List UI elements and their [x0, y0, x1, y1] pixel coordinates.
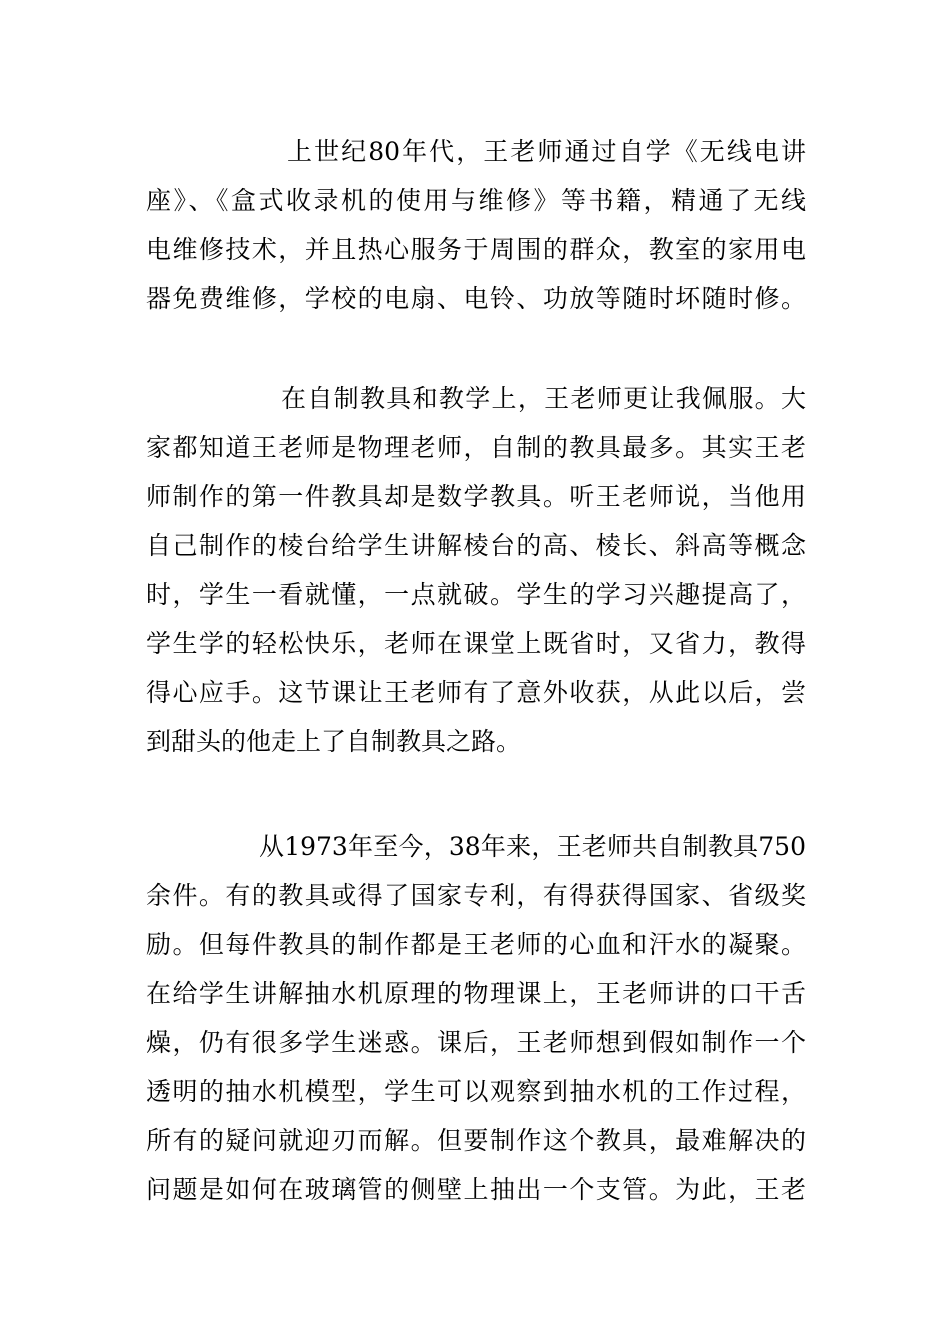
text-line: 在自制教具和教学上，王老师更让我佩服。大 — [281, 384, 806, 413]
text-line: 器免费维修，学校的电扇、电铃、功放等随时坏随时修。 — [146, 284, 806, 313]
paragraph-radio-repair — [146, 127, 806, 323]
text-line: 所有的疑问就迎刃而解。但要制作这个教具，最难解决的 — [146, 1126, 806, 1155]
paragraph-water-pump — [146, 822, 806, 1214]
text-line: 时，学生一看就懂，一点就破。学生的学习兴趣提高了， — [146, 580, 806, 609]
text-line: 学生学的轻松快乐，老师在课堂上既省时，又省力，教得 — [146, 629, 806, 658]
text-line: 上世纪80年代，王老师通过自学《无线电讲 — [287, 137, 806, 166]
text-line: 电维修技术，并且热心服务于周围的群众，教室的家用电 — [146, 235, 806, 264]
text-line: 座》、《盒式收录机的使用与维修》等书籍，精通了无线 — [146, 186, 806, 215]
text-line: 励。但每件教具的制作都是王老师的心血和汗水的凝聚。 — [146, 930, 806, 959]
text-line: 余件。有的教具或得了国家专利，有得获得国家、省级奖 — [146, 881, 806, 910]
text-line: 得心应手。这节课让王老师有了意外收获，从此以后，尝 — [146, 678, 806, 707]
text-line: 燥，仍有很多学生迷惑。课后，王老师想到假如制作一个 — [146, 1028, 806, 1057]
text-line: 家都知道王老师是物理老师，自制的教具最多。其实王老 — [146, 433, 806, 462]
text-line: 自己制作的棱台给学生讲解棱台的高、棱长、斜高等概念 — [146, 531, 806, 560]
text-line: 从1973年至今，38年来，王老师共自制教具750 — [259, 832, 806, 861]
text-line: 到甜头的他走上了自制教具之路。 — [146, 727, 522, 756]
text-line: 师制作的第一件教具却是数学教具。听王老师说，当他用 — [146, 482, 806, 511]
paragraph-teaching-aids — [146, 374, 806, 766]
text-line: 在给学生讲解抽水机原理的物理课上，王老师讲的口干舌 — [146, 979, 806, 1008]
text-line: 问题是如何在玻璃管的侧壁上抽出一个支管。为此，王老 — [146, 1175, 806, 1204]
text-line: 透明的抽水机模型，学生可以观察到抽水机的工作过程， — [146, 1077, 806, 1106]
